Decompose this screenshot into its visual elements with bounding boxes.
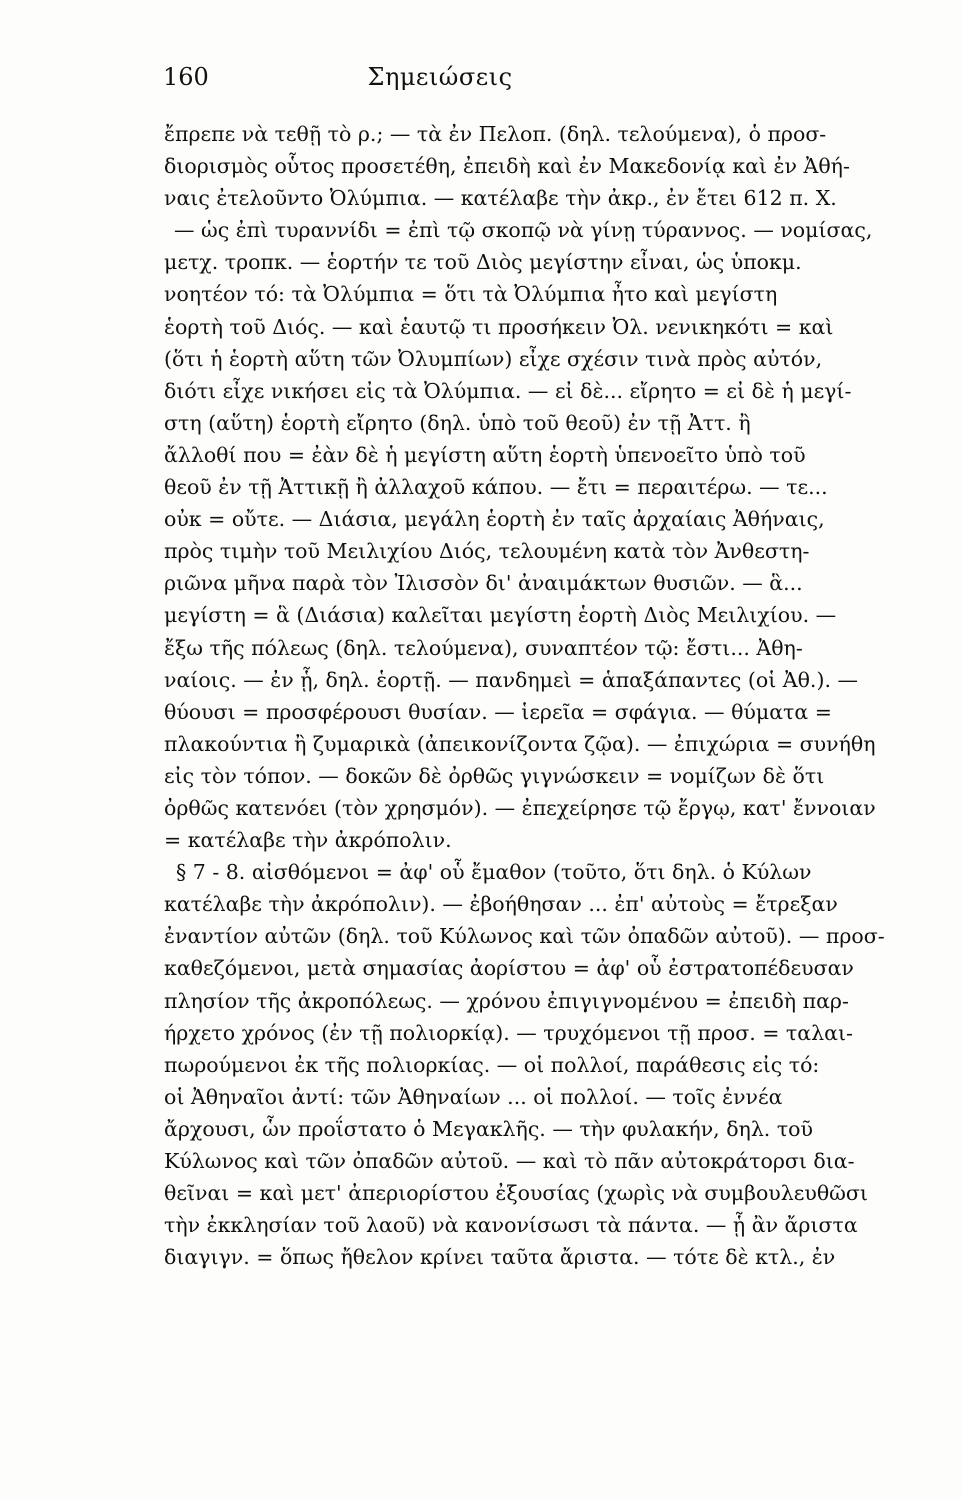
text-line: κατέλαβε τὴν ἀκρόπολιν). — ἐβοήθησαν ... ἐπ' αὐτοὺς = ἔτρεξαν bbox=[164, 892, 838, 917]
text-line: τὴν ἐκκλησίαν τοῦ λαοῦ) νὰ κανονίσωσι τὰ πάντα. — ᾗ ἂν ἄριστα bbox=[164, 1213, 858, 1238]
text-line: = κατέλαβε τὴν ἀκρόπολιν. bbox=[164, 828, 452, 853]
text-line: πωρούμενοι ἐκ τῆς πολιορκίας. — οἱ πολλοί, παράθεσις εἰς τό: bbox=[164, 1052, 820, 1077]
section-7-8-start: § 7 - 8. αἰσθόμενοι = ἀφ' οὗ ἔμαθον (τοῦτο, ὅτι δηλ. ὁ Κύλων bbox=[176, 860, 812, 885]
text-line: θεῖναι = καὶ μετ' ἀπεριορίστου ἐξουσίας (χωρὶς νὰ συμβουλευθῶσι bbox=[164, 1181, 868, 1206]
text-line: ἄρχουσι, ὧν προΐστατο ὁ Μεγακλῆς. — τὴν φυλακήν, δηλ. τοῦ bbox=[164, 1116, 813, 1141]
text-line: ἔπρεπε νὰ τεθῇ τὸ ρ.; — τὰ ἐν Πελοπ. (δηλ. τελούμενα), ὁ προσ- bbox=[164, 122, 827, 146]
notes-text-block bbox=[164, 118, 906, 1273]
text-line: ναις ἐτελοῦντο Ὀλύμπια. — κατέλαβε τὴν ἀκρ., ἐν ἔτει 612 π. Χ. bbox=[164, 186, 837, 211]
page-number: 160 bbox=[163, 63, 209, 91]
text-line: μετχ. τροπκ. — ἑορτήν τε τοῦ Διὸς μεγίστην εἶναι, ὡς ὑποκμ. bbox=[164, 250, 802, 275]
text-line: διότι εἶχε νικήσει εἰς τὰ Ὀλύμπια. — εἰ δὲ... εἴρητο = εἰ δὲ ἡ μεγί- bbox=[164, 378, 852, 403]
text-line: πρὸς τιμὴν τοῦ Μειλιχίου Διός, τελουμένη κατὰ τὸν Ἀνθεστη- bbox=[164, 539, 810, 564]
text-line: οἱ Ἀθηναῖοι ἀντί: τῶν Ἀθηναίων ... οἱ πολλοί. — τοῖς ἐννέα bbox=[164, 1084, 783, 1109]
text-line: ναίοις. — ἐν ᾗ, δηλ. ἑορτῇ. — πανδημεὶ = ἁπαξάπαντες (οἱ Ἀθ.). — bbox=[164, 667, 858, 692]
text-line: στη (αὕτη) ἑορτὴ εἴρητο (δηλ. ὑπὸ τοῦ θεοῦ) ἐν τῇ Ἀττ. ἢ bbox=[164, 410, 751, 435]
text-line: διορισμὸς οὗτος προσετέθη, ἐπειδὴ καὶ ἐν Μακεδονίᾳ καὶ ἐν Ἀθή- bbox=[164, 154, 850, 179]
text-line: ριῶνα μῆνα παρὰ τὸν Ἰλισσὸν δι' ἀναιμάκτων θυσιῶν. — ἃ... bbox=[164, 571, 803, 596]
text-line: ἐναντίον αὐτῶν (δηλ. τοῦ Κύλωνος καὶ τῶν ὀπαδῶν αὐτοῦ). — προσ- bbox=[164, 924, 885, 949]
text-line: Κύλωνος καὶ τῶν ὀπαδῶν αὐτοῦ. — καὶ τὸ πᾶν αὐτοκράτορσι δια- bbox=[164, 1149, 855, 1173]
text-line: — ὡς ἐπὶ τυραννίδι = ἐπὶ τῷ σκοπῷ νὰ γίνῃ τύραννος. — νομίσας, bbox=[174, 218, 873, 243]
text-line: νοητέον τό: τὰ Ὀλύμπια = ὅτι τὰ Ὀλύμπια ἦτο καὶ μεγίστη bbox=[164, 282, 778, 307]
text-line: ήρχετο χρόνος (ἐν τῇ πολιορκίᾳ). — τρυχόμενοι τῇ προσ. = ταλαι- bbox=[164, 1020, 853, 1045]
text-line: πλακούντια ἢ ζυμαρικὰ (ἀπεικονίζοντα ζῷα). — ἐπιχώρια = συνήθη bbox=[164, 731, 876, 756]
text-line: θεοῦ ἐν τῇ Ἀττικῇ ἢ ἀλλαχοῦ κάπου. — ἔτι = περαιτέρω. — τε... bbox=[164, 475, 828, 500]
text-line: μεγίστη = ἃ (Διάσια) καλεῖται μεγίστη ἑορτὴ Διὸς Μειλιχίου. — bbox=[164, 603, 837, 628]
text-line: εἰς τὸν τόπον. — δοκῶν δὲ ὀρθῶς γιγνώσκειν = νομίζων δὲ ὅτι bbox=[164, 763, 825, 788]
text-line: καθεζόμενοι, μετὰ σημασίας ἀορίστου = ἀφ' οὗ ἐστρατοπέδευσαν bbox=[164, 956, 854, 981]
text-line: ἄλλοθί που = ἐὰν δὲ ἡ μεγίστη αὕτη ἑορτὴ ὑπενοεῖτο ὑπὸ τοῦ bbox=[164, 442, 806, 467]
text-line: ἔξω τῆς πόλεως (δηλ. τελούμενα), συναπτέον τῷ: ἔστι... Ἀθη- bbox=[164, 635, 803, 660]
running-head: Σημειώσεις bbox=[367, 63, 513, 91]
text-line: οὐκ = οὔτε. — Διάσια, μεγάλη ἑορτὴ ἐν ταῖς ἀρχαίαις Ἀθήναις, bbox=[164, 507, 825, 532]
text-line: θύουσι = προσφέρουσι θυσίαν. — ἱερεῖα = σφάγια. — θύματα = bbox=[164, 699, 832, 724]
text-line: πλησίον τῆς ἀκροπόλεως. — χρόνου ἐπιγιγνομένου = ἐπειδὴ παρ- bbox=[164, 988, 849, 1013]
text-line: (ὅτι ἡ ἑορτὴ αὕτη τῶν Ὀλυμπίων) εἶχε σχέσιν τινὰ πρὸς αὐτόν, bbox=[164, 346, 823, 371]
text-line: ὀρθῶς κατενόει (τὸν χρησμόν). — ἐπεχείρησε τῷ ἔργῳ, κατ' ἔννοιαν bbox=[164, 795, 876, 820]
text-line: ἑορτὴ τοῦ Διός. — καὶ ἑαυτῷ τι προσήκειν Ὀλ. νενικηκότι = καὶ bbox=[164, 314, 834, 339]
text-line: διαγιγν. = ὅπως ἤθελον κρίνει ταῦτα ἄριστα. — τότε δὲ κτλ., ἐν bbox=[164, 1245, 836, 1270]
